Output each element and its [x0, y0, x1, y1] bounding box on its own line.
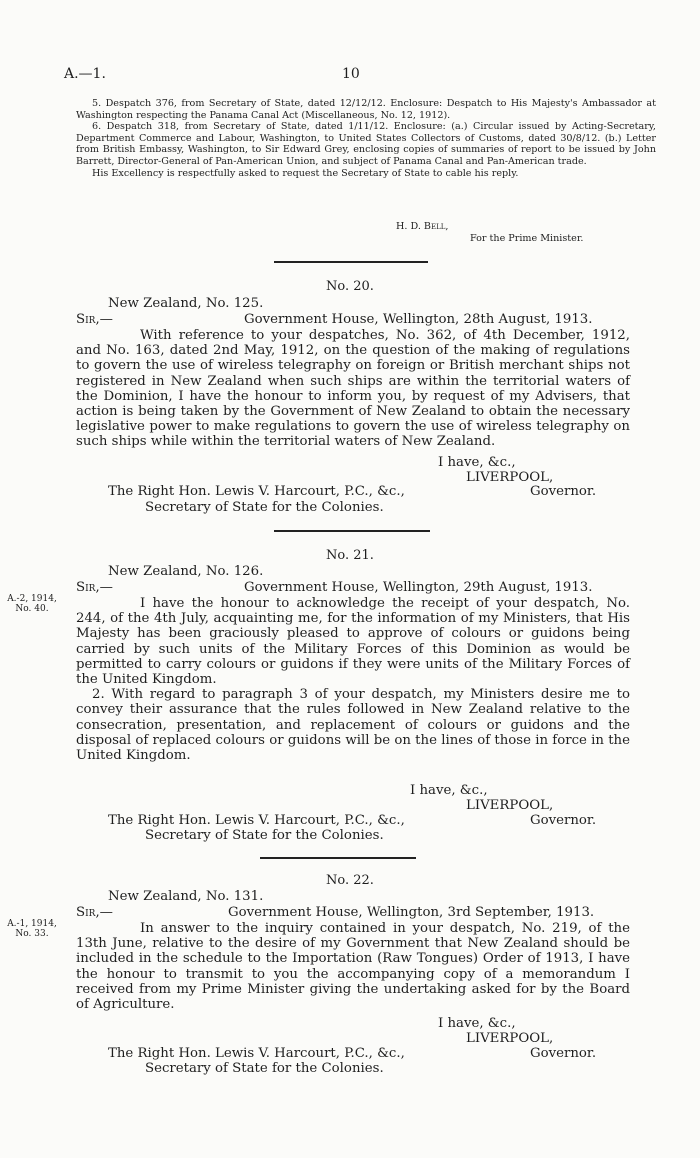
addressee: The Right Hon. Lewis V. Harcourt, P.C., &c.,	[108, 813, 405, 828]
section-divider	[260, 857, 416, 859]
addressee: The Right Hon. Lewis V. Harcourt, P.C., &c.,	[108, 484, 405, 499]
place-date: Government House, Wellington, 29th August, 1913.	[244, 580, 593, 595]
body-paragraph: In answer to the inquiry contained in your despatch, No. 219, of the 13th June, relative to the desire of my Government that New Zealand should be included in the schedule to the Importation (Raw Tongues) Order of 1913, I have the honour to transmit to you the accompanying copy of a memorandum I received from my Prime Minister giving the undertaking asked for by the Board of Agriculture.	[76, 921, 630, 1013]
section-divider	[274, 261, 428, 263]
place-date: Government House, Wellington, 3rd September, 1913.	[228, 905, 595, 920]
parliamentary-paper-ref: A.—1.	[64, 66, 106, 82]
body-paragraph: With reference to your despatches, No. 362, of 4th December, 1912, and No. 163, dated 2nd May, 1912, on the question of the making of regulations to govern the use of wireless telegraphy on foreign or British merchant ships not registered in New Zealand when such ships are within the territorial waters of the Dominion, I have the honour to inform you, by request of my Advisers, that action is being taken by the Government of New Zealand to obtain the necessary legislative power to make regulations to govern the use of wireless telegraphy on such ships while within the territorial waters of New Zealand.	[76, 328, 630, 450]
despatch-body	[76, 328, 630, 450]
intro-para-6: 6. Despatch 318, from Secretary of State, dated 1/11/12. Enclosure: (a.) Circular issued by Acting-Secretary, Department Commerce and Labour, Washington, to United States Collectors of Customs, dated 30/8/12. (b.) Letter from British Embassy, Washington, to Sir Edward Grey, enclosing copies of summaries of report to be issued by John Barrett, Director-General of Pan-American Union, and subject of Panama Canal and Pan-American trade.	[76, 121, 656, 167]
addressee: The Right Hon. Lewis V. Harcourt, P.C., &c.,	[108, 1046, 405, 1061]
intro-para-5: 5. Despatch 376, from Secretary of State, dated 12/12/12. Enclosure: Despatch to His Majesty's Ambassador at Washington respecting the Panama Canal Act (Miscellaneous, No. 12, 1912).	[76, 98, 656, 121]
salutation: Sir,—	[76, 905, 113, 920]
salutation: Sir,—	[76, 312, 113, 327]
despatch-number: No. 22.	[326, 873, 374, 888]
section-divider	[274, 530, 430, 532]
intro-para-7: His Excellency is respectfully asked to request the Secretary of State to cable his reply.	[92, 167, 519, 179]
margin-note: A.-2, 1914, No. 40.	[7, 594, 57, 614]
despatch-number: No. 21.	[326, 548, 374, 563]
signer: LIVERPOOL,	[466, 1031, 554, 1046]
body-paragraph: 2. With regard to paragraph 3 of your despatch, my Ministers desire me to convey their assurance that the rules followed in New Zealand relative to the consecration, presentation, and replacement of colours or guidons and the disposal of replaced colours or guidons will be on the lines of those in force in the United Kingdom.	[76, 687, 630, 764]
signer-role: Governor.	[530, 813, 597, 828]
body-paragraph: I have the honour to acknowledge the receipt of your despatch, No. 244, of the 4th July, acquainting me, for the information of my Ministers, that His Majesty has been graciously pleased to approve of colours or guidons being carried by such units of the Military Forces of this Dominion as would be permitted to carry colours or guidons if they were units of the Military Forces of the United Kingdom.	[76, 596, 630, 688]
page-number: 10	[342, 66, 360, 82]
margin-note: A.-1, 1914, No. 33.	[7, 919, 57, 939]
salutation: Sir,—	[76, 580, 113, 595]
closing: I have, &c.,	[438, 455, 516, 470]
nz-despatch-number: New Zealand, No. 125.	[108, 296, 264, 311]
signer-role: Governor.	[530, 484, 597, 499]
intro-signatory-role: For the Prime Minister.	[470, 233, 584, 244]
intro-section	[76, 98, 656, 179]
signer: LIVERPOOL,	[466, 798, 554, 813]
signer-role: Governor.	[530, 1046, 597, 1061]
place-date: Government House, Wellington, 28th August, 1913.	[244, 312, 593, 327]
despatch-number: No. 20.	[326, 279, 374, 294]
addressee-role: Secretary of State for the Colonies.	[145, 500, 384, 515]
closing: I have, &c.,	[438, 1016, 516, 1031]
nz-despatch-number: New Zealand, No. 131.	[108, 889, 264, 904]
signer: LIVERPOOL,	[466, 470, 554, 485]
addressee-role: Secretary of State for the Colonies.	[145, 1061, 384, 1076]
closing: I have, &c.,	[410, 783, 488, 798]
despatch-body	[76, 596, 630, 763]
intro-signatory: H. D. Bell,	[396, 221, 449, 232]
despatch-body	[76, 921, 630, 1012]
nz-despatch-number: New Zealand, No. 126.	[108, 564, 264, 579]
addressee-role: Secretary of State for the Colonies.	[145, 828, 384, 843]
